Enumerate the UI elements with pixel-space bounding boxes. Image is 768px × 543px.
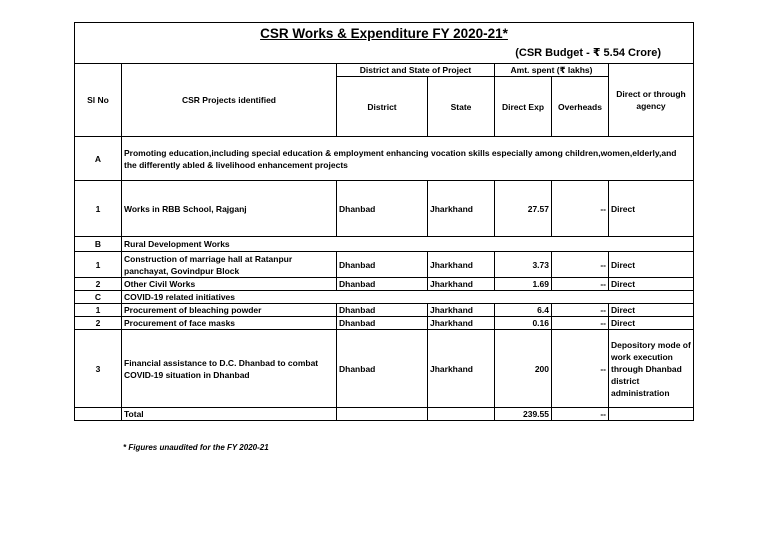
footnote: * Figures unaudited for the FY 2020-21	[123, 443, 269, 452]
table-row	[75, 330, 694, 408]
direct-exp-cell: 27.57	[495, 181, 552, 237]
state-cell: Jharkhand	[428, 317, 495, 330]
sl-cell: 2	[75, 317, 122, 330]
state-cell: Jharkhand	[428, 181, 495, 237]
overheads-cell: --	[552, 278, 609, 291]
direct-exp-cell: 200	[495, 330, 552, 408]
header-state: State	[428, 77, 495, 137]
state-cell: Jharkhand	[428, 252, 495, 278]
project-cell: Financial assistance to D.C. Dhanbad to combat COVID-19 situation in Dhanbad	[122, 330, 337, 408]
total-row	[75, 408, 694, 421]
agency-cell: Direct	[609, 278, 694, 291]
district-cell: Dhanbad	[337, 278, 428, 291]
title-cell	[75, 23, 694, 43]
agency-cell: Depository mode of work execution through Dhanbad district administration	[609, 330, 694, 408]
total-blank-cell	[428, 408, 495, 421]
section-id: A	[75, 137, 122, 181]
section-title: COVID-19 related initiatives	[122, 291, 694, 304]
csr-table	[74, 22, 694, 421]
overheads-cell: --	[552, 330, 609, 408]
total-blank-cell	[337, 408, 428, 421]
budget-label: (CSR Budget - ₹ 5.54 Crore)	[75, 43, 694, 64]
district-cell: Dhanbad	[337, 252, 428, 278]
header-amt-group: Amt. spent (₹ lakhs)	[495, 64, 609, 77]
header-district: District	[337, 77, 428, 137]
direct-exp-cell: 6.4	[495, 304, 552, 317]
page-title: CSR Works & Expenditure FY 2020-21*	[260, 25, 508, 41]
district-cell: Dhanbad	[337, 330, 428, 408]
project-cell: Works in RBB School, Rajganj	[122, 181, 337, 237]
agency-cell: Direct	[609, 252, 694, 278]
total-blank-cell	[75, 408, 122, 421]
section-title: Promoting education,including special education & employment enhancing vocation skills especially among children,women,elderly,and the differently abled & livelihood enhancement projects	[122, 137, 694, 181]
csr-sheet	[74, 22, 693, 421]
total-direct-exp: 239.55	[495, 408, 552, 421]
table-row	[75, 278, 694, 291]
table-row	[75, 317, 694, 330]
header-district-state-group: District and State of Project	[337, 64, 495, 77]
sl-cell: 2	[75, 278, 122, 291]
project-cell: Construction of marriage hall at Ratanpur panchayat, Govindpur Block	[122, 252, 337, 278]
project-cell: Other Civil Works	[122, 278, 337, 291]
section-id: C	[75, 291, 122, 304]
total-overheads: --	[552, 408, 609, 421]
state-cell: Jharkhand	[428, 278, 495, 291]
table-row	[75, 304, 694, 317]
overheads-cell: --	[552, 181, 609, 237]
header-direct-exp: Direct Exp	[495, 77, 552, 137]
sl-cell: 1	[75, 252, 122, 278]
table-row	[75, 181, 694, 237]
state-cell: Jharkhand	[428, 304, 495, 317]
sl-cell: 1	[75, 181, 122, 237]
overheads-cell: --	[552, 317, 609, 330]
section-title: Rural Development Works	[122, 237, 694, 252]
sl-cell: 3	[75, 330, 122, 408]
header-overheads: Overheads	[552, 77, 609, 137]
overheads-cell: --	[552, 252, 609, 278]
project-cell: Procurement of bleaching powder	[122, 304, 337, 317]
district-cell: Dhanbad	[337, 181, 428, 237]
sl-cell: 1	[75, 304, 122, 317]
agency-cell: Direct	[609, 304, 694, 317]
header-sl-no: Sl No	[75, 64, 122, 137]
agency-cell: Direct	[609, 317, 694, 330]
overheads-cell: --	[552, 304, 609, 317]
direct-exp-cell: 3.73	[495, 252, 552, 278]
project-cell: Procurement of face masks	[122, 317, 337, 330]
total-blank-cell	[609, 408, 694, 421]
direct-exp-cell: 1.69	[495, 278, 552, 291]
direct-exp-cell: 0.16	[495, 317, 552, 330]
header-agency: Direct or through agency	[609, 64, 694, 137]
district-cell: Dhanbad	[337, 304, 428, 317]
district-cell: Dhanbad	[337, 317, 428, 330]
header-projects: CSR Projects identified	[122, 64, 337, 137]
table-row	[75, 252, 694, 278]
state-cell: Jharkhand	[428, 330, 495, 408]
section-id: B	[75, 237, 122, 252]
agency-cell: Direct	[609, 181, 694, 237]
total-label: Total	[122, 408, 337, 421]
